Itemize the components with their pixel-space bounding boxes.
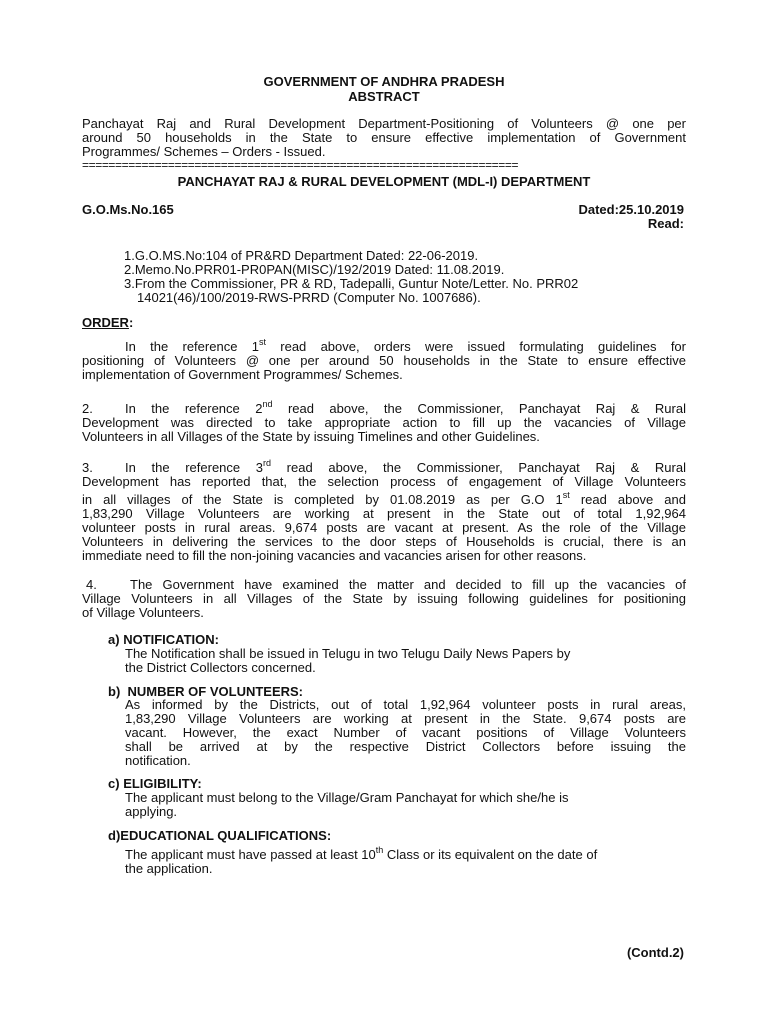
paragraph-line bbox=[82, 458, 686, 475]
paragraph-line: volunteer posts in rural areas. 9,674 posts are vacant at present. As the role of the Village bbox=[82, 520, 686, 535]
guideline-line: the application. bbox=[125, 861, 213, 876]
paragraph-line bbox=[82, 399, 686, 416]
paragraph-line: implementation of Government Programmes/ Schemes. bbox=[82, 367, 403, 382]
text-run: read above, orders were issued formulating guidelines for bbox=[265, 339, 686, 354]
government-heading: GOVERNMENT OF ANDHRA PRADESH bbox=[263, 74, 505, 89]
reference-item: 1.G.O.MS.No:104 of PR&RD Department Dated: 22-06-2019. bbox=[124, 248, 479, 263]
guideline-label: a) bbox=[108, 632, 120, 647]
paragraph-line bbox=[82, 337, 686, 354]
guideline-line bbox=[125, 845, 686, 862]
paragraph-number: 2. bbox=[82, 401, 93, 416]
text-run: read above, the Commissioner, Panchayat Raj & Rural bbox=[271, 460, 686, 475]
paragraph-number: 3. bbox=[82, 460, 93, 475]
subject-line: Programmes/ Schemes – Orders - Issued. bbox=[82, 144, 326, 159]
subject-line: Panchayat Raj and Rural Development Department-Positioning of Volunteers @ one per bbox=[82, 116, 686, 131]
superscript: th bbox=[375, 845, 384, 855]
superscript: rd bbox=[263, 458, 272, 468]
guideline-d-heading bbox=[108, 828, 331, 843]
text-run: In the reference 2 bbox=[125, 401, 263, 416]
order-paragraph-4 bbox=[82, 578, 686, 620]
guideline-line: notification. bbox=[125, 753, 191, 768]
paragraph-line: 1,83,290 Village Volunteers are working at present in the State out of total 1,92,964 bbox=[82, 506, 686, 521]
paragraph-line bbox=[82, 578, 686, 592]
guideline-label: c) bbox=[108, 776, 120, 791]
text-run: The applicant must have passed at least 10 bbox=[125, 847, 376, 862]
superscript: nd bbox=[262, 399, 273, 409]
guideline-label: b) bbox=[108, 684, 121, 699]
order-paragraph-3 bbox=[82, 458, 686, 563]
superscript: st bbox=[562, 490, 570, 500]
order-paragraph-2 bbox=[82, 399, 686, 444]
guideline-line: vacant. However, the exact Number of vacant positions of Village Volunteers bbox=[125, 725, 686, 740]
guideline-c-body bbox=[125, 791, 686, 819]
go-date: Dated:25.10.2019 bbox=[578, 202, 684, 217]
guideline-c-heading bbox=[108, 776, 202, 791]
paragraph-line bbox=[82, 490, 686, 507]
guideline-title: NOTIFICATION: bbox=[123, 632, 219, 647]
paragraph-line: Volunteers in all Villages of the State by issuing Timelines and other Guidelines. bbox=[82, 429, 540, 444]
paragraph-number: 4. bbox=[86, 577, 97, 592]
reference-item: 14021(46)/100/2019-RWS-PRRD (Computer No. 1007686). bbox=[137, 290, 481, 305]
reference-item: 2.Memo.No.PRR01-PR0PAN(MISC)/192/2019 Dated: 11.08.2019. bbox=[124, 262, 505, 277]
order-paragraph-1 bbox=[82, 337, 686, 382]
paragraph-line: immediate need to fill the non-joining vacancies and vacancies arisen for other reasons. bbox=[82, 548, 587, 563]
guideline-line: the District Collectors concerned. bbox=[125, 660, 316, 675]
guideline-line: shall be arrived at by the respective District Collectors before issuing the bbox=[125, 739, 686, 754]
subject-block bbox=[82, 117, 686, 159]
guideline-title: ELIGIBILITY: bbox=[123, 776, 202, 791]
paragraph-line: of Village Volunteers. bbox=[82, 605, 204, 620]
text-run: In the reference 1 bbox=[125, 339, 259, 354]
order-heading-text: ORDER bbox=[82, 315, 129, 330]
paragraph-line: positioning of Volunteers @ one per around 50 households in the State to ensure effective bbox=[82, 353, 686, 368]
paragraph-line: Development has reported that, the selection process of engagement of Village Volunteers bbox=[82, 474, 686, 489]
guideline-title: EDUCATIONAL QUALIFICATIONS: bbox=[120, 828, 332, 843]
text-run: read above and bbox=[569, 492, 686, 507]
read-label: Read: bbox=[647, 216, 684, 231]
text-run: In the reference 3 bbox=[125, 460, 264, 475]
text-run: read above, the Commissioner, Panchayat Raj & Rural bbox=[272, 401, 686, 416]
guideline-title: NUMBER OF VOLUNTEERS: bbox=[127, 684, 304, 699]
paragraph-first-line bbox=[125, 399, 686, 416]
guideline-line: applying. bbox=[125, 804, 178, 819]
order-heading bbox=[82, 316, 133, 330]
superscript: st bbox=[258, 337, 266, 347]
guideline-line: The applicant must belong to the Village/Gram Panchayat for which she/he is bbox=[125, 790, 569, 805]
order-heading-colon: : bbox=[128, 315, 134, 330]
guideline-a-body bbox=[125, 647, 686, 675]
department-heading: PANCHAYAT RAJ & RURAL DEVELOPMENT (MDL-I) DEPARTMENT bbox=[177, 174, 591, 189]
reference-item: 3.From the Commissioner, PR & RD, Tadepalli, Guntur Note/Letter. No. PRR02 bbox=[124, 276, 579, 291]
paragraph-first-line bbox=[125, 458, 686, 475]
guideline-d-body bbox=[125, 845, 686, 876]
guideline-line: As informed by the Districts, out of total 1,92,964 volunteer posts in rural areas, bbox=[125, 697, 686, 712]
paragraph-first-line: The Government have examined the matter and decided to fill up the vacancies of bbox=[130, 577, 686, 592]
subject-line: around 50 households in the State to ensure effective implementation of Government bbox=[82, 130, 686, 145]
separator-line: ================================================================== bbox=[82, 158, 519, 172]
go-number: G.O.Ms.No.165 bbox=[82, 202, 174, 217]
text-run: Class or its equivalent on the date of bbox=[383, 847, 598, 862]
guideline-label: d) bbox=[108, 828, 121, 843]
paragraph-line: Development was directed to take appropriate action to fill up the vacancies of Village bbox=[82, 415, 686, 430]
paragraph-line: Village Volunteers in all Villages of the State by issuing following guidelines for positioning bbox=[82, 591, 686, 606]
guideline-line: 1,83,290 Village Volunteers are working at present in the State. 9,674 posts are bbox=[125, 711, 686, 726]
abstract-heading: ABSTRACT bbox=[348, 89, 420, 104]
guideline-b-body bbox=[125, 698, 686, 768]
guideline-line: The Notification shall be issued in Telugu in two Telugu Daily News Papers by bbox=[125, 646, 571, 661]
paragraph-line: Volunteers in delivering the services to the door steps of Households is crucial, there is an bbox=[82, 534, 686, 549]
guideline-a-heading bbox=[108, 632, 219, 647]
continued-note: (Contd.2) bbox=[626, 945, 684, 960]
text-run: in all villages of the State is completed by 01.08.2019 as per G.O 1 bbox=[82, 492, 563, 507]
